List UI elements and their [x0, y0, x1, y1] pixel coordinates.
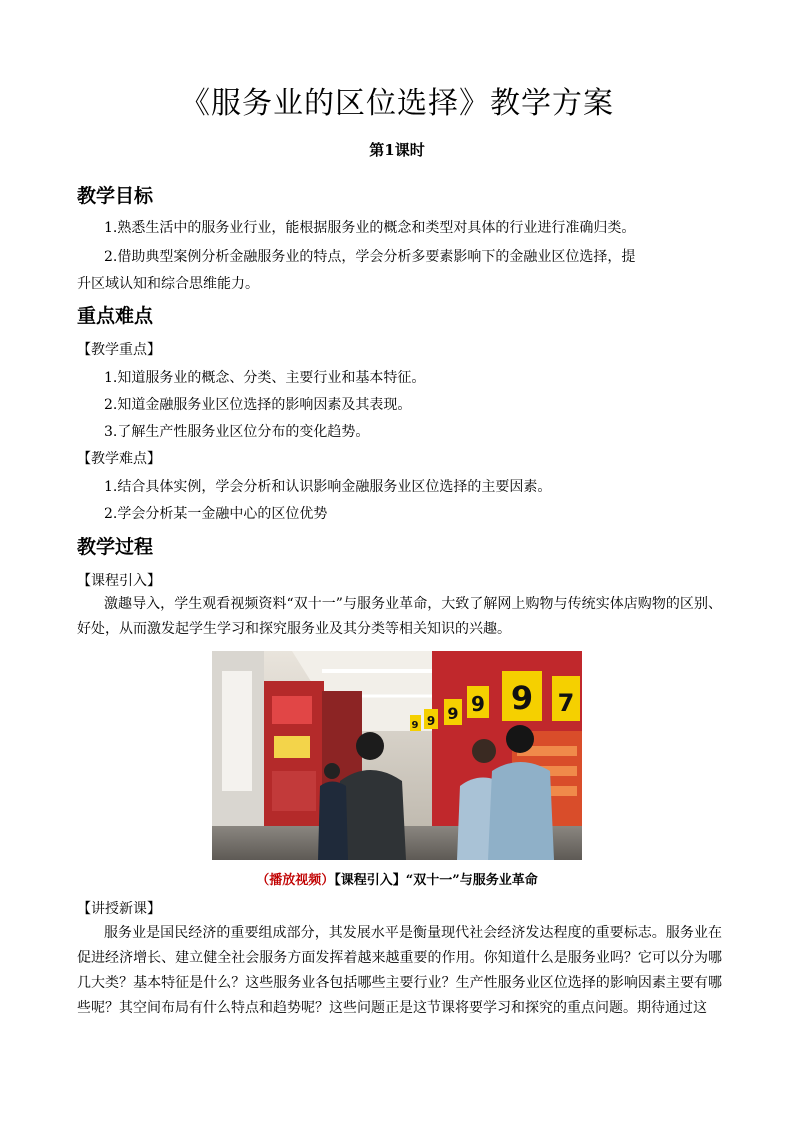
price-tag-4: 9 [426, 714, 436, 728]
keypoints-heading: 重点难点 [77, 305, 154, 327]
new-lesson-tag: 【讲授新课】 [77, 901, 161, 917]
photo-caption [0, 869, 794, 888]
lesson-subtitle: 第1课时 [369, 141, 425, 159]
goals-heading: 教学目标 [77, 185, 154, 207]
focus-item-1: 1.知道服务业的概念、分类、主要行业和基本特征。 [104, 370, 426, 386]
focus-item-2: 2.知道金融服务业区位选择的影响因素及其表现。 [104, 397, 412, 413]
price-tag-2: 9 [471, 692, 485, 716]
price-tag-1: 9 [510, 679, 534, 717]
goal-item-2-line-2: 升区域认知和综合思维能力。 [77, 276, 259, 292]
play-video-label[interactable]: （播放视频） [256, 873, 335, 888]
intro-tag: 【课程引入】 [77, 573, 161, 589]
goal-item-1: 1.熟悉生活中的服务业行业，能根据服务业的概念和类型对具体的行业进行准确归类。 [104, 220, 636, 236]
focus-item-3: 3.了解生产性服务业区位分布的变化趋势。 [104, 424, 370, 440]
caption-text: 【课程引入】“双十一”与服务业革命 [334, 873, 538, 888]
price-tag-3: 9 [447, 704, 459, 723]
focus-tag: 【教学重点】 [77, 342, 161, 358]
process-heading: 教学过程 [77, 536, 154, 558]
new-lesson-paragraph: 服务业是国民经济的重要组成部分，其发展水平是衡量现代社会经济发达程度的重要标志。服务业在促进经济增长、建立健全社会服务方面发挥着越来越重要的作用。你知道什么是服务业吗？它可以分为哪几大类？基本特征是什么？这些服务业各包括哪些主要行业？生产性服务业区位选择的影响因素主要有哪些呢？其空间布局有什么特点和趋势呢？这些问题正是这节课将要学习和探究的重点问题。期待通过这 [77, 925, 722, 1016]
goal-item-2-line-1: 2.借助典型案例分析金融服务业的特点，学会分析多要素影响下的金融业区位选择，提 [104, 249, 636, 265]
price-tag-6: 7 [557, 689, 575, 717]
difficulty-tag: 【教学难点】 [77, 451, 161, 467]
difficulty-item-2: 2.学会分析某一金融中心的区位优势 [104, 506, 328, 522]
price-tag-5: 9 [411, 720, 419, 731]
difficulty-item-1: 1.结合具体实例，学会分析和认识影响金融服务业区位选择的主要因素。 [104, 479, 552, 495]
document-title: 《服务业的区位选择》教学方案 [180, 86, 614, 121]
supermarket-photo [212, 651, 582, 860]
intro-paragraph: 激趣导入，学生观看视频资料“双十一”与服务业革命，大致了解网上购物与传统实体店购物的区别、好处，从而激发起学生学习和探究服务业及其分类等相关知识的兴趣。 [77, 596, 722, 637]
